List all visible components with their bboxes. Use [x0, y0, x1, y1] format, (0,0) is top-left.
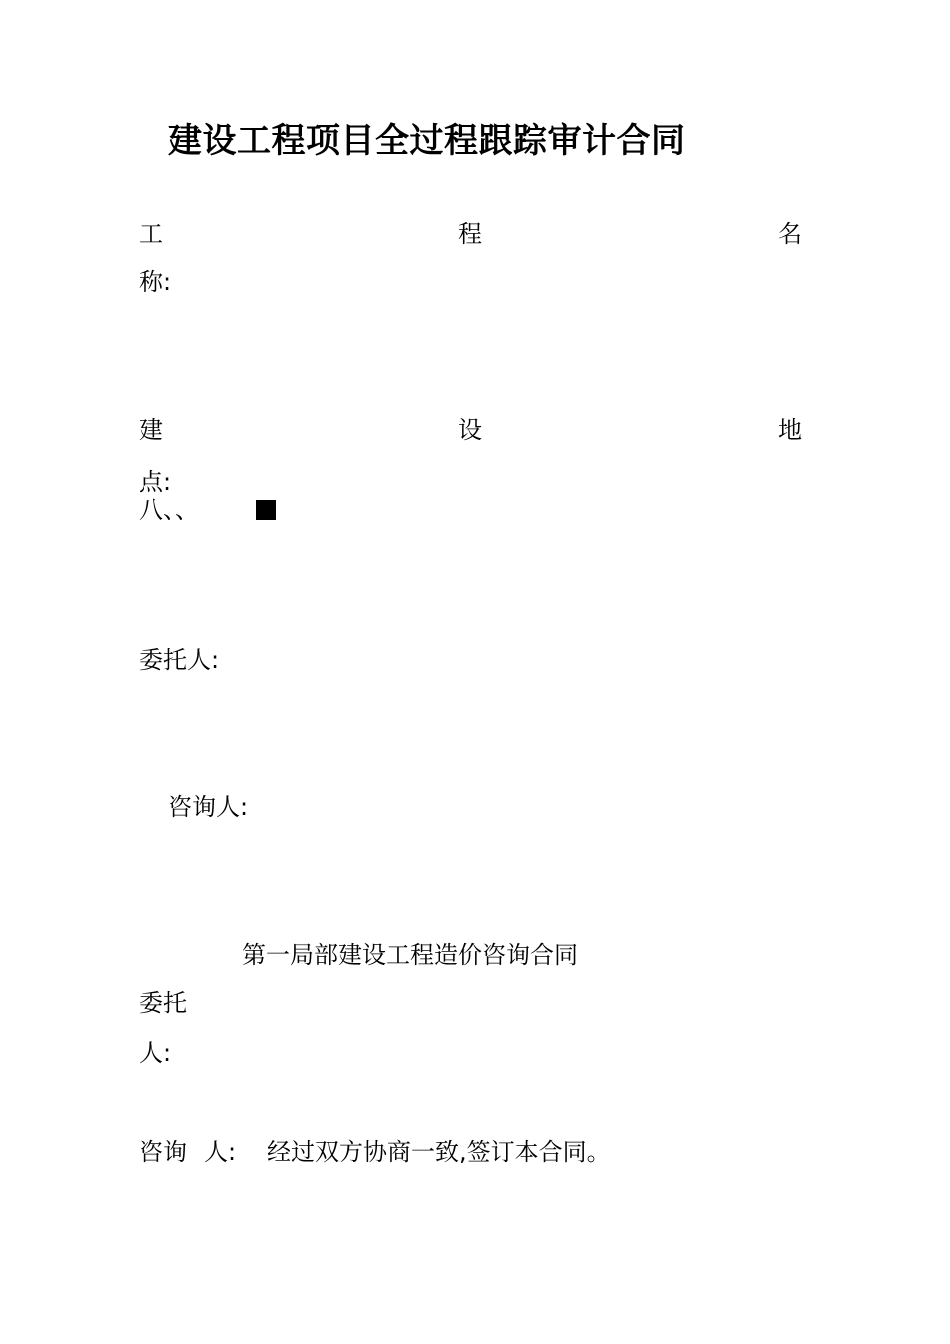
location-label-line-3: 八、、 — [139, 496, 199, 524]
project-name-label-line-2: 称: — [139, 268, 172, 296]
project-name-label-char-1: 工 — [139, 220, 163, 248]
consultant-label-2a: 咨询 — [139, 1138, 187, 1166]
location-label-char-3: 地 — [778, 416, 802, 444]
consultant-label: 咨询人: — [168, 793, 249, 821]
project-name-label-char-3: 名 — [778, 220, 802, 248]
client-label: 委托人: — [139, 646, 220, 674]
black-square-icon — [256, 500, 276, 520]
project-name-label-char-2: 程 — [458, 220, 482, 248]
agreement-statement: 经过双方协商一致,签订本合同。 — [267, 1138, 611, 1166]
location-label-char-1: 建 — [139, 416, 163, 444]
section-subtitle: 第一局部建设工程造价咨询合同 — [242, 941, 578, 969]
client-label-2-line-2: 人: — [139, 1039, 172, 1067]
document-title: 建设工程项目全过程跟踪审计合同 — [168, 121, 686, 161]
client-label-2-line-1: 委托 — [139, 989, 187, 1017]
location-label-line-2: 点: — [139, 468, 172, 496]
consultant-label-2b: 人: — [204, 1138, 237, 1166]
location-label-char-2: 设 — [458, 416, 482, 444]
